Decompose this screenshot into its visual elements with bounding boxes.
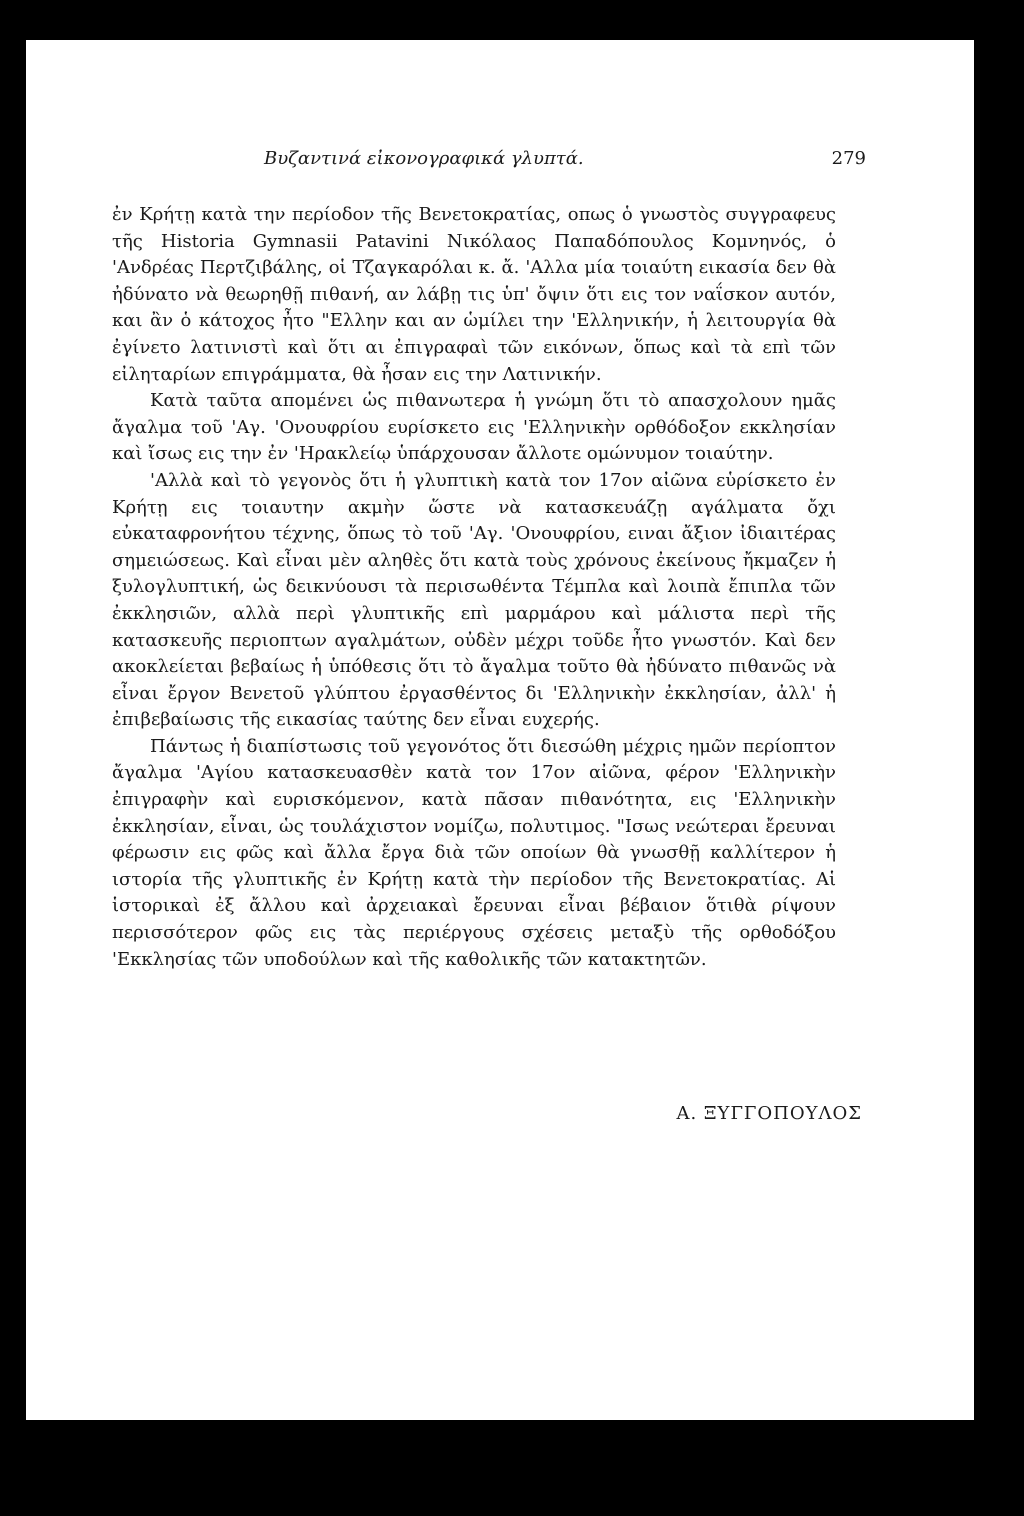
author-signature: Α. ΞΥΓΓΟΠΟΥΛΟΣ (676, 1103, 862, 1124)
paragraph-2: Κατὰ ταῦτα απομένει ὡς πιθανωτερα ἡ γνώμη ὅτι τὸ απασχολουν ημᾶς ἄγαλμα τοῦ 'Αγ. 'Ονουφρίου ευρίσκετο εις 'Ελληνικὴν ορθόδοξον εκκλησίαν καὶ ἴσως εις την ἐν 'Ηρακλείῳ ὑπάρχουσαν ἄλλοτε ομώνυμον τοιαύτην. (112, 390, 836, 465)
page-number: 279 (831, 148, 866, 169)
paragraph-4: Πάντως ἡ διαπίστωσις τοῦ γεγονότος ὅτι διεσώθη μέχρις ημῶν περίοπτον ἄγαλμα 'Αγίου κατασκευασθὲν κατὰ τον 17ον αἰῶνα, φέρον 'Ελληνικὴν ἐπιγραφὴν καὶ ευρισκόμενον, κατὰ πᾶσαν πιθανότητα, εις 'Ελληνικὴν ἐκκλησίαν, εἶναι, ὡς τουλάχιστον νομίζω, πολυτιμος. "Ισως νεώτεραι ἔρευναι φέρωσιν εις φῶς καὶ ἄλλα ἔργα διὰ τῶν οποίων θὰ γνωσθῇ καλλίτερον ἡ ιστορία τῆς γλυπτικῆς ἐν Κρήτῃ κατὰ τὴν περίοδον τῆς Βενετοκρατίας. Αἱ ἱστορικαὶ ἐξ ἄλλου καὶ ἀρχειακαὶ ἔρευναι εἶναι βέβαιον ὅτιθὰ ρίψουν περισσότερον φῶς εις τὰς περιέργους σχέσεις μεταξὺ τῆς ορθοδόξου 'Εκκλησίας τῶν υποδούλων καὶ τῆς καθολικῆς τῶν κατακτητῶν. (112, 735, 836, 970)
paragraph-1: ἐν Κρήτῃ κατὰ την περίοδον τῆς Βενετοκρατίας, οπως ὁ γνωστὸς συγγραφευς τῆς Historia Gymnasii Patavini Νικόλαος Παπαδόπουλος Κομνηνός, ὁ 'Ανδρέας Περτζιβάλης, οἱ Τζαγκαρόλαι κ. ἄ. 'Αλλα μία τοιαύτη εικασία δεν θὰ ἠδύνατο νὰ θεωρηθῇ πιθανή, αν λάβῃ τις ὑπ' ὄψιν ὅτι εις τον ναΐσκον αυτόν, και ἂν ὁ κάτοχος ἦτο "Ελλην και αν ὡμίλει την 'Ελληνικήν, ἡ λειτουργία θὰ ἐγίνετο λατινιστὶ καὶ ὅτι αι ἐπιγραφαὶ τῶν εικόνων, ὅπως καὶ τὰ επὶ τῶν εἰληταρίων επιγράμματα, θὰ ἦσαν εις την Λατινικήν. (112, 204, 836, 385)
book-page (26, 40, 974, 1420)
body-text (112, 202, 836, 973)
paragraph-3: 'Αλλὰ καὶ τὸ γεγονὸς ὅτι ἡ γλυπτικὴ κατὰ τον 17ον αἰῶνα εὑρίσκετο ἐν Κρήτῃ εις τοιαυτην ακμὴν ὥστε νὰ κατασκευάζῃ αγάλματα ὄχι εὐκαταφρονήτου τέχνης, ὅπως τὸ τοῦ 'Αγ. 'Ονουφρίου, ειναι ἄξιον ἰδιαιτέρας σημειώσεως. Καὶ εἶναι μὲν αληθὲς ὅτι κατὰ τοὺς χρόνους ἐκείνους ἤκμαζεν ἡ ξυλογλυπτική, ὡς δεικνύουσι τὰ περισωθέντα Τέμπλα καὶ λοιπὰ ἔπιπλα τῶν ἐκκλησιῶν, αλλὰ περὶ γλυπτικῆς επὶ μαρμάρου καὶ μάλιστα περὶ τῆς κατασκευῆς περιοπτων αγαλμάτων, οὐδὲν μέχρι τοῦδε ἦτο γνωστόν. Καὶ δεν ακοκλείεται βεβαίως ἡ ὑπόθεσις ὅτι τὸ ἄγαλμα τοῦτο θὰ ἠδύνατο πιθανῶς νὰ εἶναι ἔργον Βενετοῦ γλύπτου ἐργασθέντος δι 'Ελληνικὴν ἐκκλησίαν, ἀλλ' ἡ ἐπιβεβαίωσις τῆς εικασίας ταύτης δεν εἶναι ευχερής. (112, 469, 836, 731)
running-head: Βυζαντινά εἰκονογραφικά γλυπτά. (264, 148, 584, 169)
page-header (106, 148, 866, 176)
